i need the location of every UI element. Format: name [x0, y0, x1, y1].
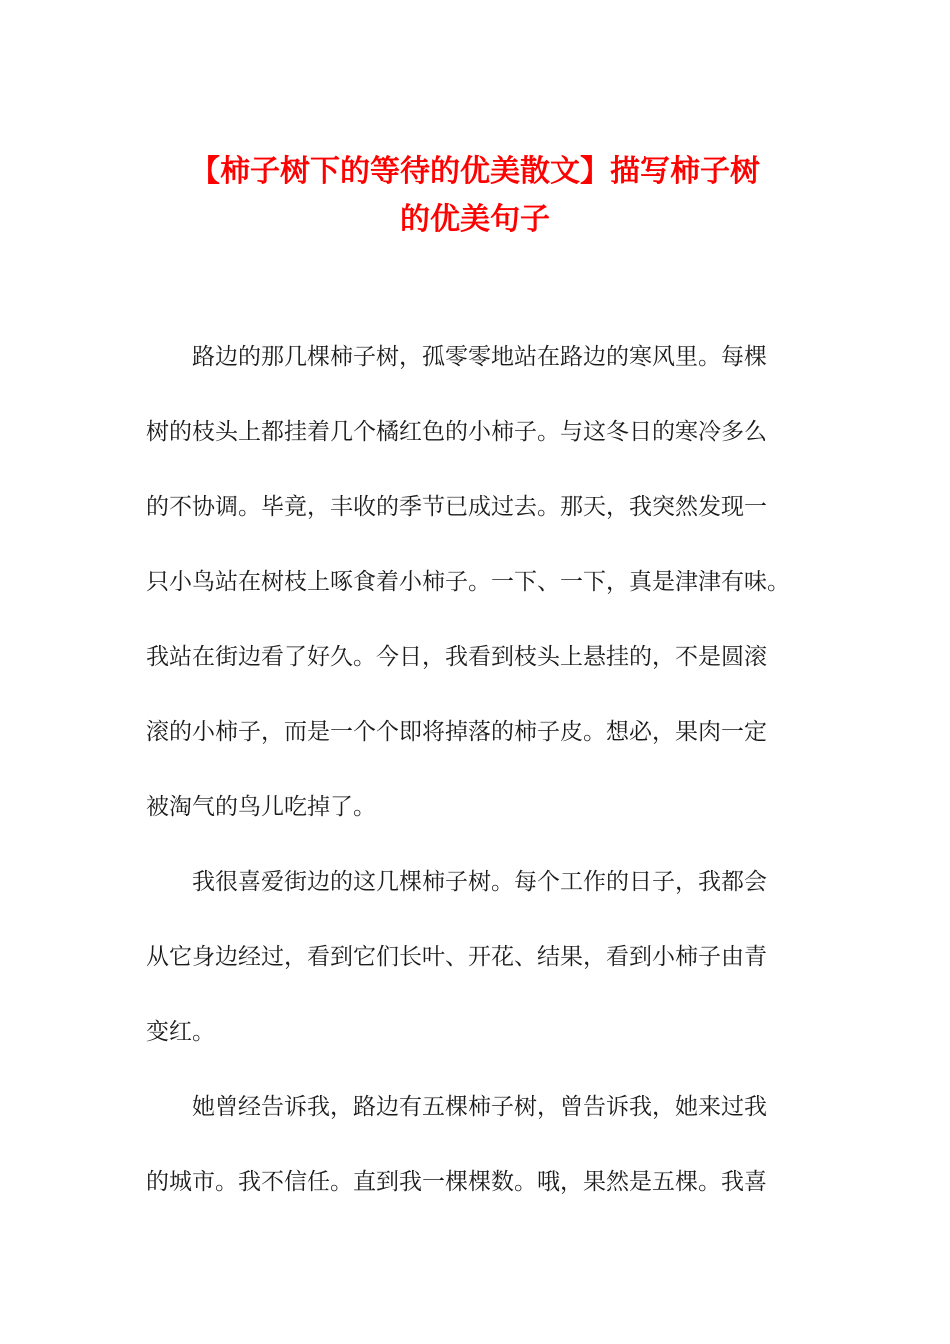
text-line: 的不协调。毕竟，丰收的季节已成过去。那天，我突然发现一	[146, 494, 767, 520]
text-line: 被淘气的鸟儿吃掉了。	[146, 794, 376, 820]
text-line: 滚的小柿子，而是一个个即将掉落的柿子皮。想必，果肉一定	[146, 719, 767, 745]
title-line-1: 【柿子树下的等待的优美散文】描写柿子树	[190, 154, 760, 189]
text-line: 从它身边经过，看到它们长叶、开花、结果，看到小柿子由青	[146, 944, 767, 970]
paragraph-1	[146, 320, 794, 845]
title-line-2: 的优美句子	[400, 202, 550, 237]
document-body	[146, 320, 794, 1220]
paragraph-3	[146, 1070, 794, 1220]
text-line: 我很喜爱街边的这几棵柿子树。每个工作的日子，我都会	[192, 869, 767, 895]
text-line: 她曾经告诉我，路边有五棵柿子树，曾告诉我，她来过我	[192, 1094, 767, 1120]
text-line: 的城市。我不信任。直到我一棵棵数。哦，果然是五棵。我喜	[146, 1169, 767, 1195]
text-line: 变红。	[146, 1019, 215, 1045]
document-title	[120, 148, 830, 244]
text-line: 只小鸟站在树枝上啄食着小柿子。一下、一下，真是津津有味。	[146, 569, 790, 595]
paragraph-2	[146, 845, 794, 1070]
text-line: 路边的那几棵柿子树，孤零零地站在路边的寒风里。每棵	[192, 344, 767, 370]
text-line: 树的枝头上都挂着几个橘红色的小柿子。与这冬日的寒冷多么	[146, 419, 767, 445]
text-line: 我站在街边看了好久。今日，我看到枝头上悬挂的，不是圆滚	[146, 644, 767, 670]
